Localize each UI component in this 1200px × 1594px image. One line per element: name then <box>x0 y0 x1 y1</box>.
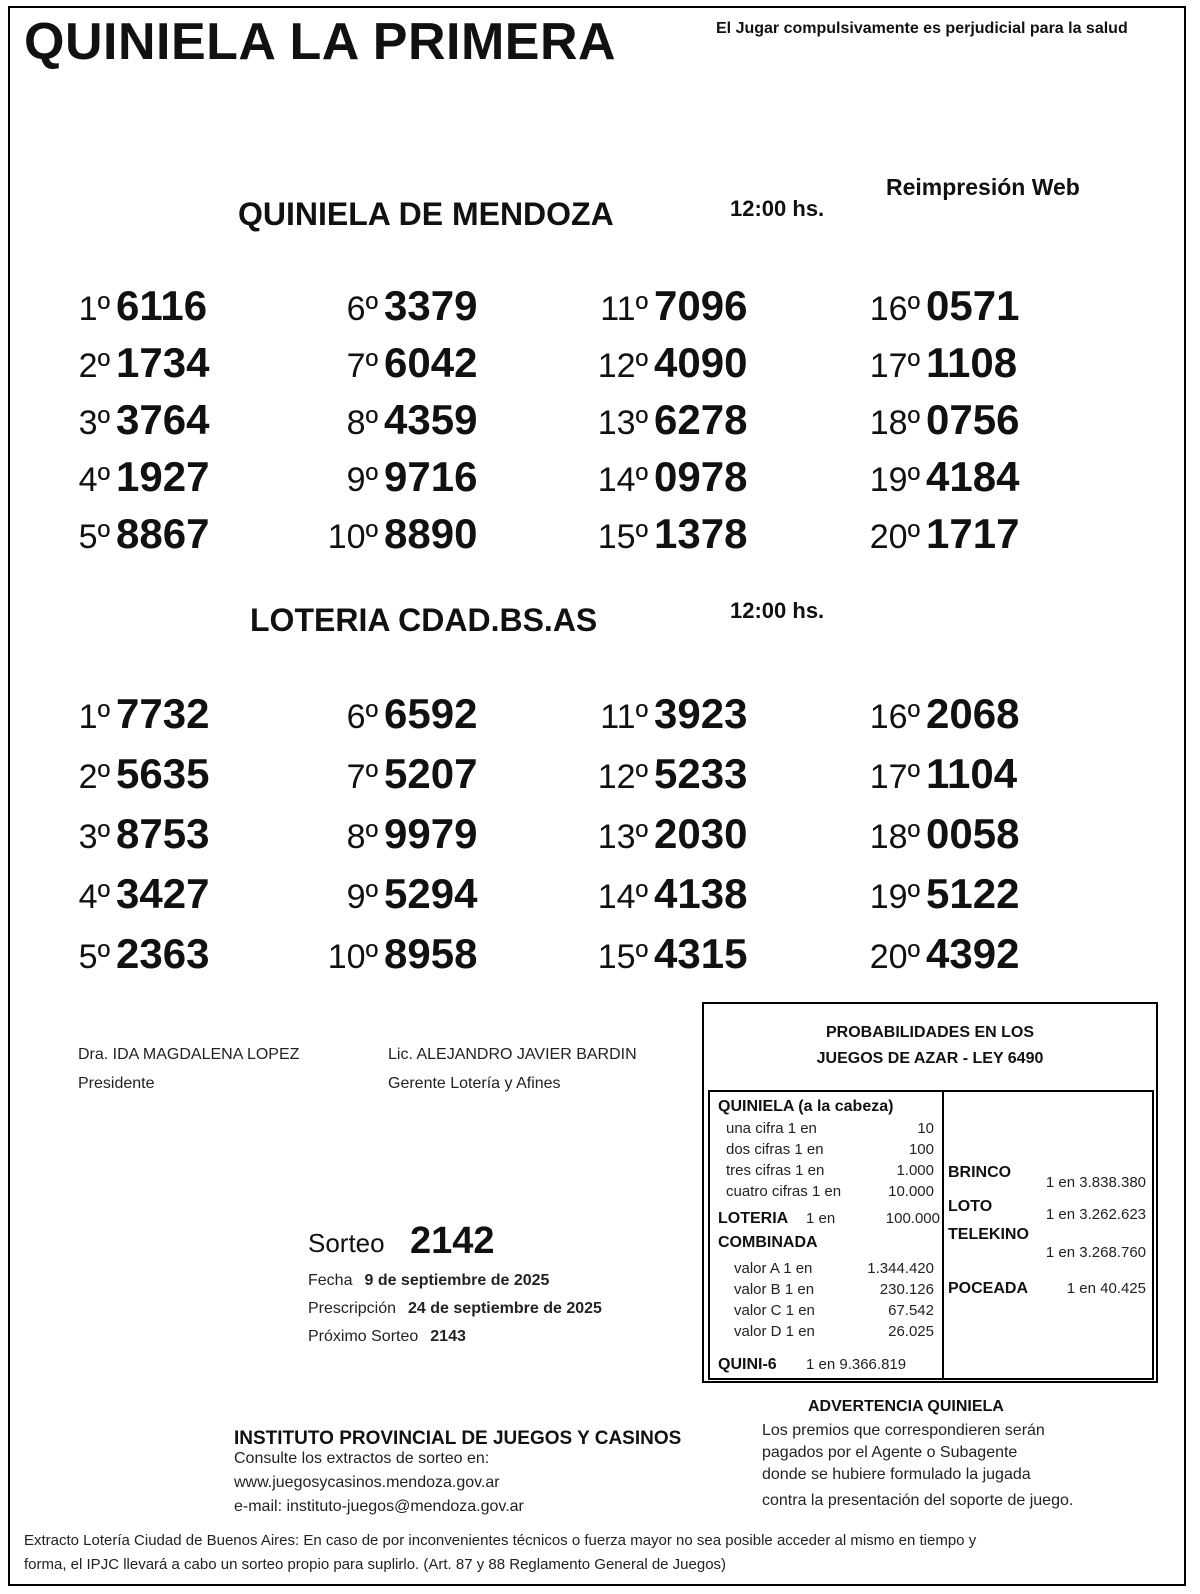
loto-odds-value: 1 en 3.262.623 <box>1045 1206 1146 1223</box>
result-number: 8890 <box>384 510 478 557</box>
combinada-odds-label: valor A 1 en <box>734 1260 813 1277</box>
warning-title: ADVERTENCIA QUINIELA <box>808 1398 1004 1415</box>
result-position: 8º <box>346 818 378 856</box>
combinada-odds-label: COMBINADA <box>718 1234 818 1251</box>
result-number: 0978 <box>654 453 748 500</box>
result-item <box>568 339 747 387</box>
quiniela-odds-label: dos cifras 1 en <box>726 1141 824 1158</box>
section-title-loteria: LOTERIA CDAD.BS.AS <box>250 602 598 638</box>
result-position: 13º <box>597 404 648 442</box>
result-number: 4359 <box>384 396 478 443</box>
signature-name: Lic. ALEJANDRO JAVIER BARDIN <box>388 1046 637 1063</box>
result-item <box>298 930 477 978</box>
result-item <box>568 870 747 918</box>
draw-next: 2143 <box>430 1328 466 1345</box>
probabilities-table <box>708 1090 1154 1380</box>
result-item <box>30 396 209 444</box>
warning-line: contra la presentación del soporte de juego. <box>762 1492 1074 1509</box>
result-number: 4392 <box>926 930 1020 977</box>
warning-line: Los premios que correspondieren serán <box>762 1422 1045 1439</box>
result-item <box>298 810 477 858</box>
result-position: 18º <box>869 404 920 442</box>
footer-note-line1: Extracto Lotería Ciudad de Buenos Aires: En caso de por inconvenientes técnicos o fuerza mayor no sea posible acceder al mismo en tiempo y <box>24 1532 977 1549</box>
result-position: 11º <box>600 290 648 328</box>
result-item <box>298 870 477 918</box>
quiniela-odds-value: 10 <box>917 1120 934 1137</box>
result-position: 2º <box>78 758 110 796</box>
result-number: 5207 <box>384 750 478 797</box>
health-warning: El Jugar compulsivamente es perjudicial para la salud <box>716 20 1128 37</box>
result-number: 8753 <box>116 810 210 857</box>
loteria-odds-label: LOTERIA <box>718 1210 789 1227</box>
result-item <box>840 750 1017 798</box>
draw-prescription: 24 de septiembre de 2025 <box>408 1300 602 1317</box>
result-number: 6042 <box>384 339 478 386</box>
draw-date: 9 de septiembre de 2025 <box>364 1272 550 1289</box>
result-item <box>298 750 477 798</box>
result-position: 5º <box>78 518 110 556</box>
result-item <box>840 870 1019 918</box>
page-title: QUINIELA LA PRIMERA <box>24 13 617 71</box>
result-number: 6592 <box>384 690 478 737</box>
result-number: 2068 <box>926 690 1020 737</box>
combinada-odds-value: 230.126 <box>879 1281 934 1298</box>
result-position: 12º <box>597 758 648 796</box>
probabilities-divider <box>942 1092 944 1378</box>
result-number: 4315 <box>654 930 748 977</box>
result-number: 3427 <box>116 870 210 917</box>
combinada-odds-label: valor D 1 en <box>734 1323 815 1340</box>
result-number: 4090 <box>654 339 748 386</box>
warning-line: donde se hubiere formulado la jugada <box>762 1466 1031 1483</box>
telekino-odds-label: TELEKINO <box>948 1226 1029 1243</box>
result-position: 3º <box>78 818 110 856</box>
result-position: 20º <box>869 938 920 976</box>
result-item <box>568 690 747 738</box>
result-position: 2º <box>78 347 110 385</box>
section-title-mendoza: QUINIELA DE MENDOZA <box>238 196 614 232</box>
result-position: 7º <box>346 758 378 796</box>
result-item <box>298 339 477 387</box>
combinada-odds-value: 26.025 <box>888 1323 934 1340</box>
brinco-odds-value: 1 en 3.838.380 <box>1045 1174 1146 1191</box>
probabilities-box <box>702 1002 1158 1383</box>
result-item <box>30 282 207 330</box>
draw-next-label: Próximo Sorteo <box>308 1328 419 1345</box>
draw-next-row <box>308 1328 466 1346</box>
result-number: 1104 <box>926 750 1018 797</box>
result-number: 9716 <box>384 453 478 500</box>
result-item <box>568 396 747 444</box>
combinada-odds-value: 67.542 <box>888 1302 934 1319</box>
result-number: 6116 <box>116 282 208 329</box>
draw-number: 2142 <box>410 1220 495 1262</box>
result-number: 1717 <box>926 510 1020 557</box>
result-item <box>840 690 1019 738</box>
reprint-label: Reimpresión Web <box>886 174 1080 200</box>
institute-name: INSTITUTO PROVINCIAL DE JUEGOS Y CASINOS <box>234 1428 682 1449</box>
result-item <box>298 282 477 330</box>
loteria-odds-prefix: 1 en <box>806 1210 836 1227</box>
result-item <box>840 810 1019 858</box>
result-item <box>30 510 209 558</box>
result-position: 11º <box>600 698 648 736</box>
quiniela-odds-value: 10.000 <box>888 1183 934 1200</box>
result-item <box>840 930 1019 978</box>
result-item <box>298 396 477 444</box>
section-time-mendoza: 12:00 hs. <box>730 196 825 221</box>
probabilities-title-line2: JUEGOS DE AZAR - LEY 6490 <box>816 1050 1044 1067</box>
result-item <box>840 453 1019 501</box>
result-number: 5294 <box>384 870 478 917</box>
brinco-odds-label: BRINCO <box>948 1164 1012 1181</box>
quini6-odds-label: QUINI-6 <box>718 1356 777 1373</box>
result-item <box>30 870 209 918</box>
combinada-odds-value: 1.344.420 <box>867 1260 934 1277</box>
signature-role: Presidente <box>78 1075 155 1092</box>
result-number: 1734 <box>116 339 210 386</box>
result-item <box>30 690 209 738</box>
result-number: 3923 <box>654 690 748 737</box>
institute-web-link[interactable]: www.juegosycasinos.mendoza.gov.ar <box>234 1474 500 1491</box>
probabilities-title <box>704 1020 1156 1072</box>
result-number: 5122 <box>926 870 1020 917</box>
result-number: 8867 <box>116 510 210 557</box>
result-item <box>568 930 747 978</box>
footer-note-line2: forma, el IPJC llevará a cabo un sorteo propio para suplirlo. (Art. 87 y 88 Reglamento General de Juegos) <box>24 1556 727 1573</box>
quiniela-odds-label: una cifra 1 en <box>726 1120 817 1137</box>
signature-president <box>78 1040 299 1098</box>
draw-prescription-label: Prescripción <box>308 1300 397 1317</box>
result-number: 1108 <box>926 339 1018 386</box>
result-item <box>30 810 209 858</box>
result-number: 1378 <box>654 510 748 557</box>
result-position: 9º <box>346 878 378 916</box>
result-number: 7732 <box>116 690 210 737</box>
result-position: 10º <box>327 518 378 556</box>
result-number: 1927 <box>116 453 210 500</box>
draw-label: Sorteo <box>308 1228 385 1258</box>
signature-manager <box>388 1040 637 1098</box>
result-item <box>568 810 747 858</box>
result-position: 4º <box>78 461 110 499</box>
draw-date-row <box>308 1272 549 1290</box>
result-position: 13º <box>597 818 648 856</box>
result-position: 1º <box>78 290 110 328</box>
result-number: 0756 <box>926 396 1020 443</box>
loteria-odds-value: 100.000 <box>885 1210 940 1227</box>
result-item <box>840 396 1019 444</box>
result-position: 19º <box>869 461 920 499</box>
combinada-odds-label: valor B 1 en <box>734 1281 815 1298</box>
result-number: 6278 <box>654 396 748 443</box>
result-position: 7º <box>346 347 378 385</box>
section-time-loteria: 12:00 hs. <box>730 598 825 623</box>
signature-role: Gerente Lotería y Afines <box>388 1075 561 1092</box>
result-position: 19º <box>869 878 920 916</box>
result-position: 16º <box>869 290 920 328</box>
quiniela-odds-label: cuatro cifras 1 en <box>726 1183 842 1200</box>
probabilities-title-line1: PROBABILIDADES EN LOS <box>825 1024 1034 1041</box>
quiniela-odds-value: 1.000 <box>896 1162 934 1179</box>
result-position: 16º <box>869 698 920 736</box>
result-position: 6º <box>346 698 378 736</box>
draw-prescription-row <box>308 1300 602 1318</box>
result-item <box>30 930 209 978</box>
loto-odds-label: LOTO <box>948 1198 993 1215</box>
result-number: 0571 <box>926 282 1020 329</box>
result-position: 14º <box>597 461 648 499</box>
result-position: 14º <box>597 878 648 916</box>
quini6-odds-value: 1 en 9.366.819 <box>806 1356 907 1373</box>
result-number: 8958 <box>384 930 478 977</box>
result-position: 1º <box>78 698 110 736</box>
result-item <box>840 339 1017 387</box>
result-item <box>568 282 747 330</box>
result-position: 20º <box>869 518 920 556</box>
result-number: 0058 <box>926 810 1020 857</box>
result-position: 3º <box>78 404 110 442</box>
poceada-odds-label: POCEADA <box>948 1280 1029 1297</box>
result-number: 5233 <box>654 750 748 797</box>
result-item <box>298 510 477 558</box>
result-number: 3379 <box>384 282 478 329</box>
result-item <box>568 453 747 501</box>
result-position: 5º <box>78 938 110 976</box>
result-position: 15º <box>597 518 648 556</box>
result-position: 10º <box>327 938 378 976</box>
signature-name: Dra. IDA MAGDALENA LOPEZ <box>78 1046 300 1063</box>
result-number: 7096 <box>654 282 748 329</box>
telekino-odds-value: 1 en 3.268.760 <box>1045 1244 1146 1261</box>
combinada-odds-label: valor C 1 en <box>734 1302 815 1319</box>
result-position: 18º <box>869 818 920 856</box>
quiniela-odds-value: 100 <box>908 1141 934 1158</box>
result-number: 3764 <box>116 396 210 443</box>
result-position: 15º <box>597 938 648 976</box>
result-position: 4º <box>78 878 110 916</box>
result-item <box>30 453 209 501</box>
result-position: 8º <box>346 404 378 442</box>
result-item <box>840 510 1019 558</box>
draw-date-label: Fecha <box>308 1272 353 1289</box>
result-position: 17º <box>869 347 920 385</box>
result-number: 2363 <box>116 930 210 977</box>
result-item <box>298 690 477 738</box>
institute-email-link[interactable]: e-mail: instituto-juegos@mendoza.gov.ar <box>234 1498 524 1515</box>
result-number: 2030 <box>654 810 748 857</box>
result-item <box>30 339 209 387</box>
institute-line: Consulte los extractos de sorteo en: <box>234 1450 490 1467</box>
result-number: 4184 <box>926 453 1020 500</box>
result-position: 6º <box>346 290 378 328</box>
warning-line: pagados por el Agente o Subagente <box>762 1444 1018 1461</box>
result-number: 4138 <box>654 870 748 917</box>
result-number: 9979 <box>384 810 478 857</box>
quiniela-odds-label: tres cifras 1 en <box>726 1162 825 1179</box>
poceada-odds-value: 1 en 40.425 <box>1066 1280 1146 1297</box>
result-item <box>568 750 747 798</box>
quiniela-odds-head: QUINIELA (a la cabeza) <box>718 1098 894 1115</box>
result-item <box>840 282 1019 330</box>
result-position: 17º <box>869 758 920 796</box>
result-position: 12º <box>597 347 648 385</box>
result-item <box>568 510 747 558</box>
result-item <box>298 453 477 501</box>
result-number: 5635 <box>116 750 210 797</box>
result-item <box>30 750 209 798</box>
result-position: 9º <box>346 461 378 499</box>
